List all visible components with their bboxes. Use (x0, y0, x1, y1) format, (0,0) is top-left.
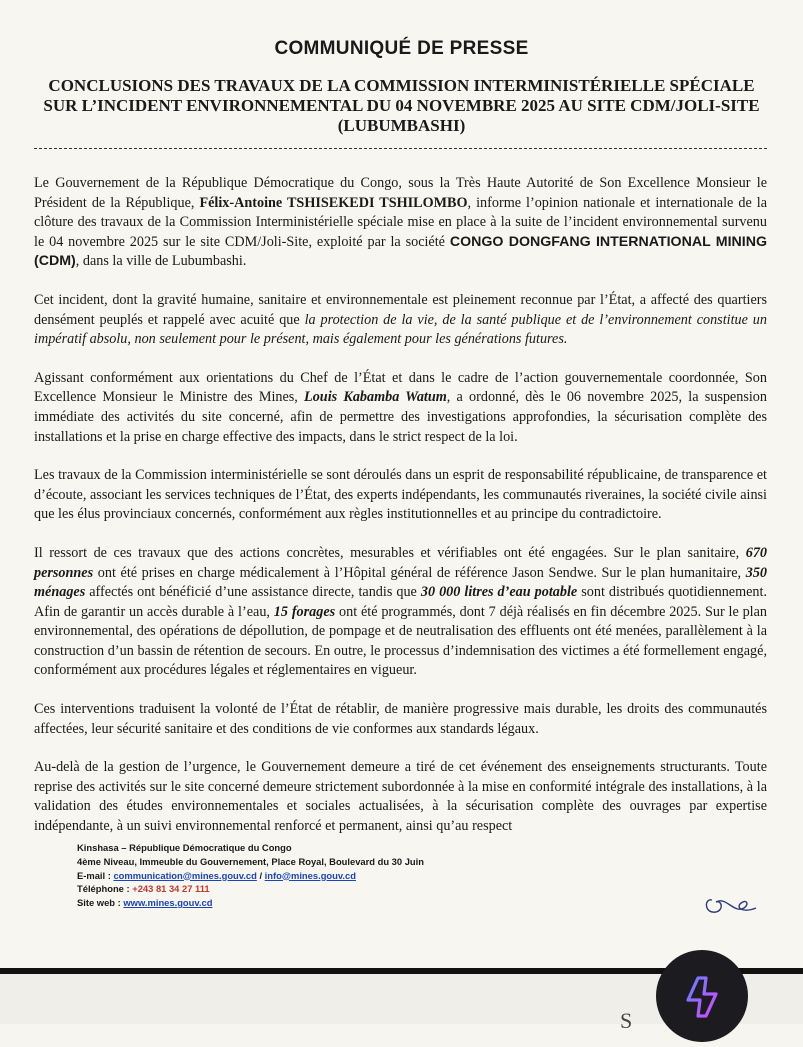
footer-location: Kinshasa – République Démocratique du Congo (77, 842, 292, 853)
sparkle-icon (656, 950, 748, 1042)
document-subtitle: CONCLUSIONS DES TRAVAUX DE LA COMMISSION INTERMINISTÉRIELLE SPÉCIALE SUR L’INCIDENT ENVIRONNEMENTAL DU 04 NOVEMBRE 2025 AU SITE CDM/JOLI-SITE (LUBUMBASHI) (43, 76, 760, 135)
paragraph-4: Les travaux de la Commission interministérielle se sont déroulés dans un esprit de responsabilité républicaine, de transparence et d’écoute, associant les services techniques de l’État, des experts indépendants, les communautés riveraines, la société civile ainsi que les élus provinciaux concernés, conformément aux règles institutionnelles et au principe du contradictoire. (34, 467, 767, 523)
paragraph-7: Au-delà de la gestion de l’urgence, le Gouvernement demeure a tiré de cet événement des enseignements structurants. Toute reprise des activités sur le site concerné demeure strictement subordonnée à la mise en conformité intégrale des installations, à la validation des études environnementales et sociales actualisées, à la sécurisation complète des ouvrages par expertise indépendante, à un suivi environnemental renforcé et permanent, ainsi qu’au respect (34, 759, 767, 835)
footer-address: 4ème Niveau, Immeuble du Gouvernement, Place Royal, Boulevard du 30 Juin (77, 855, 424, 867)
contact-footer (77, 841, 497, 910)
paragraph-1: Le Gouvernement de la République Démocratique du Congo, sous la Très Haute Autorité de Son Excellence Monsieur le Président de la République, Félix-Antoine TSHISEKEDI TSHILOMBO, informe l’opinion nationale et internationale de la clôture des travaux de la Commission Interministérielle spéciale mise en place à la suite de l’incident environnemental survenu le 04 novembre 2025 sur le site CDM/Joli-Site, exploité par la société CONGO DONGFANG INTERNATIONAL MINING (CDM), dans la ville de Lubumbashi. (34, 175, 767, 270)
phone-number[interactable]: +243 81 34 27 111 (132, 883, 210, 895)
website-link[interactable]: www.mines.gouv.cd (123, 897, 213, 909)
paragraph-5: Il ressort de ces travaux que des actions concrètes, mesurables et vérifiables ont été engagées. Sur le plan sanitaire, 670 personnes ont été prises en charge médicalement à l’Hôpital général de référence Jason Sendwe. Sur le plan humanitaire, 350 ménages affectés ont bénéficié d’une assistance directe, tandis que 30 000 litres d’eau potable sont distribués quotidiennement. Afin de garantir un accès durable à l’eau, 15 forages ont été programmés, dont 7 déjà réalisés en fin décembre 2025. Sur le plan environnemental, des opérations de dépollution, de pompage et de neutralisation des effluents ont été menées, parallèlement à la construction d’un bassin de rétention de secours. En outre, le processus d’indemnisation des victimes a été formellement engagé, conformément aux procédures légales et réglementaires en vigueur. (34, 544, 767, 679)
signature-mark (700, 888, 760, 918)
footer-phone: Téléphone : +243 81 34 27 111 (77, 883, 210, 895)
paragraph-3: Agissant conformément aux orientations du Chef de l’État et dans le cadre de l’action gouvernementale coordonnée, Son Excellence Monsieur le Ministre des Mines, Louis Kabamba Watum, a ordonné, dès le 06 novembre 2025, la suspension immédiate des activités du site concerné, afin de permettre des investigations approfondies, la sécurisation complète des installations et la prise en charge effective des impacts, dans le strict respect de la loi. (34, 369, 767, 445)
document-body (34, 174, 767, 837)
footer-website: Site web : www.mines.gouv.cd (77, 897, 213, 909)
paragraph-2: Cet incident, dont la gravité humaine, sanitaire et environnementale est pleinement reconnue par l’État, a affecté des quartiers densément peuplés et rappelé avec acuité que la protection de la vie, de la santé publique et de l’environnement constitue un impératif absolu, non seulement pour le présent, mais également pour les générations futures. (34, 291, 767, 348)
footer-email: E-mail : communication@mines.gouv.cd / info@mines.gouv.cd (77, 869, 356, 881)
email-link-communication[interactable]: communication@mines.gouv.cd (113, 869, 257, 881)
dashed-divider (34, 148, 767, 149)
page-title: COMMUNIQUÉ DE PRESSE (274, 38, 529, 59)
assistant-button[interactable] (656, 950, 748, 1042)
paragraph-6: Ces interventions traduisent la volonté de l’État de rétablir, de manière progressive mais durable, les droits des communautés affectées, leur sécurité sanitaire et des conditions de vie conformes aux standards légaux. (34, 701, 767, 737)
email-link-info[interactable]: info@mines.gouv.cd (264, 869, 356, 881)
cut-off-text: S (620, 1008, 633, 1033)
